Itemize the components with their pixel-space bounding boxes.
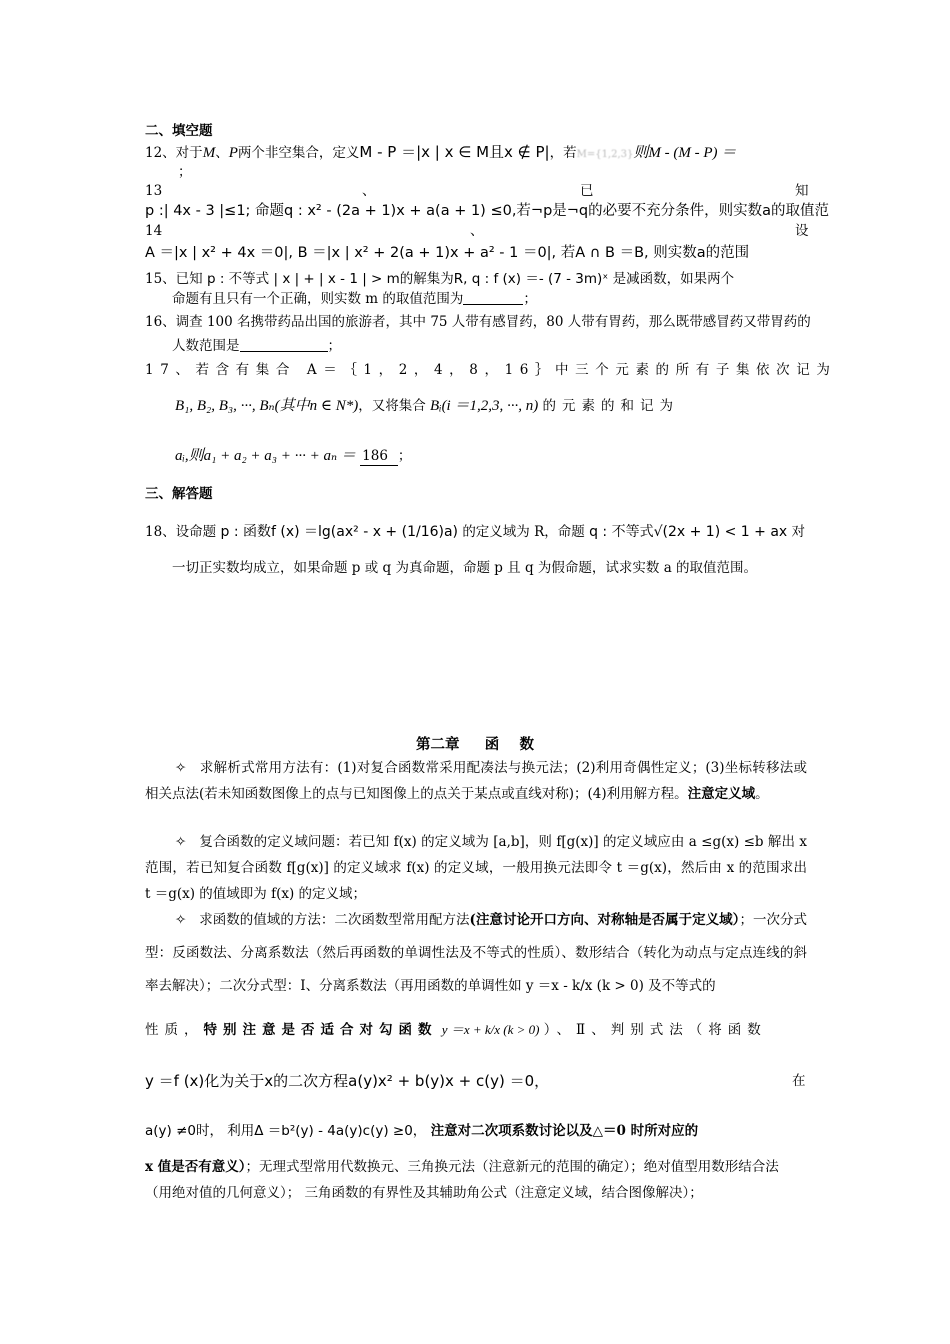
answer-blank-16[interactable]	[240, 337, 328, 352]
range-line-5-right: 在	[792, 1073, 806, 1089]
question-14-sep: 、	[470, 223, 484, 239]
range-line-4: 性质，特别注意是否适合对勾函数 y ＝x + k/x (k > 0) ）、Ⅱ、判别式法（将函数	[145, 1022, 767, 1038]
question-13-sep: 、	[362, 183, 376, 199]
blurred-condition: M={1,2,3}	[576, 149, 634, 160]
range-line-6: a(y) ≠0时， 利用Δ ＝b²(y) - 4a(y)c(y) ≥0， 注意对二次项系数讨论以及△＝0 时所对应的	[145, 1123, 699, 1139]
diamond-bullet-icon: ✧	[175, 912, 187, 928]
question-13-word-1: 已	[580, 183, 594, 199]
answer-17: 186	[360, 447, 398, 466]
question-17-line-3: aᵢ,则a₁ + a₂ + a₃ + ··· + aₙ ＝ 186 ；	[175, 448, 412, 464]
range-line-8: （用绝对值的几何意义）； 三角函数的有界性及其辅助角公式（注意定义域，结合图像解决）；	[145, 1185, 703, 1201]
question-13-number: 13	[145, 183, 163, 199]
diamond-bullet-icon: ✧	[175, 834, 187, 850]
question-18: 18、设命题 p : 函数f (x) ＝lg(ax² - x + (1/16)a) 的定义域为 R，命题 q : 不等式√(2x + 1) < 1 + ax 对	[145, 524, 805, 540]
question-12-end: ；	[178, 164, 192, 180]
question-15: 15、已知 p : 不等式 | x | + | x - 1 | > m的解集为R, q : f (x) ＝- (7 - 3m)ˣ 是减函数，如果两个	[145, 271, 735, 287]
range-line-7: x 值是否有意义）；无理式型常用代数换元、三角换元法（注意新元的范围的确定）；绝对值型用数形结合法	[145, 1159, 779, 1175]
diamond-bullet-icon: ✧	[175, 760, 187, 776]
question-17: 17、若含有集合 A＝｛1，2，4，8，16｝中三个元素的所有子集依次记为	[145, 362, 837, 378]
question-15-formula: p : 不等式 | x | + | x - 1 | > m的解集为R, q : f (x) ＝- (7 - 3m)ˣ	[206, 271, 609, 287]
question-14-word: 设	[795, 223, 809, 239]
question-13-word-2: 知	[795, 183, 809, 199]
question-14-number: 14	[145, 223, 163, 239]
paragraph-range-methods: ✧ 求函数的值域的方法：二次函数型常用配方法(注意讨论开口方向、对称轴是否属于定义域）；一次分式型：反函数法、分离系数法（然后再函数的单调性法及不等式的性质）、数形结合（转化为动点与定点连线的斜率去解决）；二次分式型：Ⅰ、分离系数法（再用函数的单调性如 y ＝x - k/x (k > 0) 及不等式的	[145, 912, 808, 994]
question-13-formula: p :| 4x - 3 |≤1; 命题q : x² - (2a + 1)x + a(a + 1) ≤0,若¬p是¬q的必要不充分条件，则实数a的取值范	[145, 203, 830, 219]
question-15-line-2: 命题有且只有一个正确，则实数 m 的取值范围为 ；	[172, 291, 537, 307]
question-16-line-2: 人数范围是 ；	[172, 338, 341, 354]
question-12: 12、对于M、P两个非空集合，定义M - P ＝|x | x ∈ M且x ∉ P|，若M={1,2,3}则M - (M - P) ＝	[145, 143, 737, 161]
answer-blank-15[interactable]	[463, 290, 523, 305]
set-difference-definition: M - P ＝|x | x ∈ M且x ∉ P|	[359, 143, 550, 161]
question-16: 16、调查 100 名携带药品出国的旅游者，其中 75 人带有感冒药，80 人带有胃药，那么既带感冒药又带胃药的	[145, 314, 811, 330]
question-18-line-2: 一切正实数均成立，如果命题 p 或 q 为真命题，命题 p 且 q 为假命题，试求实数 a 的取值范围。	[172, 560, 758, 576]
paragraph-composite-domain: ✧ 复合函数的定义域问题：若已知 f(x) 的定义域为 [a,b]，则 f[g(x)] 的定义域应由 a ≤g(x) ≤b 解出 x 范围，若已知复合函数 f[g(x)] 的定义域求 f(x) 的定义域，一般用换元法即令 t ＝g(x)，然后由 x 的范围求出 t ＝g(x) 的值域即为 f(x) 的定义域；	[145, 834, 807, 902]
chapter-title: 第二章 函 数	[416, 736, 534, 753]
section-heading-fill-blank: 二、填空题	[145, 123, 213, 139]
question-17-line-2: B₁, B₂, B₃, ···, Bₙ(其中n ∈ N*)，又将集合 Bᵢ(i ＝1,2,3, ···, n) 的元素的和记为	[175, 398, 680, 414]
paragraph-analytic-methods: ✧ 求解析式常用方法有：(1)对复合函数常采用配凑法与换元法；(2)利用奇偶性定义；(3)坐标转移法或相关点法(若未知函数图像上的点与已知图像上的点关于某点或直线对称)；(4)利用解方程。注意定义域。	[145, 760, 807, 802]
section-heading-solve: 三、解答题	[145, 486, 213, 502]
question-14-formula: A ＝|x | x² + 4x ＝0|, B ＝|x | x² + 2(a + 1)x + a² - 1 ＝0|, 若A ∩ B ＝B, 则实数a的范围	[145, 245, 750, 261]
range-line-5: y ＝f (x)化为关于x的二次方程a(y)x² + b(y)x + c(y) ＝0，	[145, 1072, 550, 1090]
